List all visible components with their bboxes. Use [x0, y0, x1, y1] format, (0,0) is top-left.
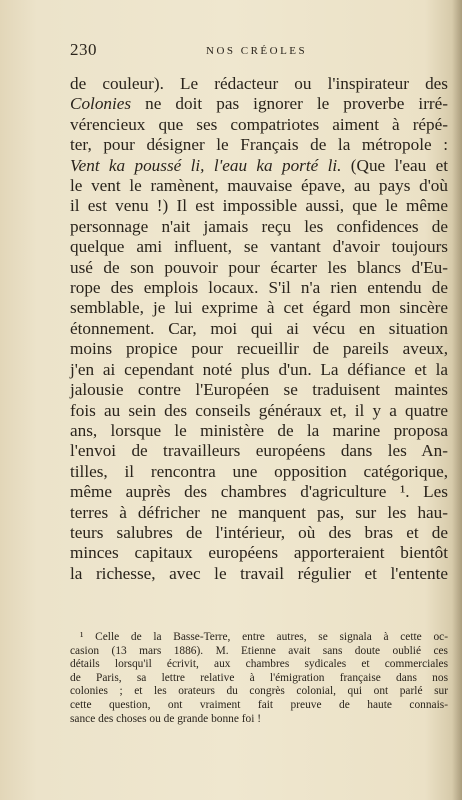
- page-header: [70, 40, 440, 62]
- text-line-16: jalousie contre l'Européen se traduisent maintes: [70, 380, 448, 400]
- footnote-line-3: détails lorsqu'il écrivit, aux chambres sydicales et commerciales: [70, 658, 448, 671]
- text-line-8: personnage n'ait jamais reçu les confidences de: [70, 216, 448, 236]
- italic-creole-proverb: Vent ka poussé li, l'eau ka porté li.: [70, 155, 342, 175]
- text-line-1: de couleur). Le rédacteur ou l'inspirateur des: [70, 74, 448, 93]
- text-line-2-rest: ne doit pas ignorer le proverbe irré-: [131, 94, 448, 114]
- text-line-5: [70, 156, 448, 176]
- text-line-15: j'en ai cependant noté plus d'un. La défiance et la: [70, 359, 448, 379]
- text-line-21: même auprès des chambres d'agriculture ¹. Les: [70, 482, 448, 502]
- text-line-4: ter, pour désigner le Français de la métropole :: [70, 135, 448, 155]
- footnote-line-1: ¹ Celle de la Basse-Terre, entre autres, se signala à cette oc-: [80, 631, 448, 643]
- text-line-3: vérencieux que ses compatriotes aiment à répé-: [70, 114, 448, 134]
- text-line-7: il est venu !) Il est impossible aussi, que le même: [70, 196, 448, 216]
- text-line-23: teurs salubres de l'intérieur, où des bras et de: [70, 522, 448, 542]
- page-number: 230: [70, 40, 97, 59]
- footnote: [70, 631, 448, 726]
- footnote-line-6: cette question, ont vraiment fait preuve de haute connais-: [70, 698, 448, 711]
- text-line-25: la richesse, avec le travail régulier et l'entente: [70, 563, 448, 583]
- text-line-12: semblable, je lui exprime à cet égard mon sincère: [70, 298, 448, 318]
- text-line-22: terres à défricher ne manquent pas, sur les hau-: [70, 502, 448, 522]
- body-text: [70, 74, 448, 584]
- text-line-10: usé de son pouvoir pour écarter les blancs d'Eu-: [70, 257, 448, 277]
- text-line-14: moins propice pour recueillir de pareils aveux,: [70, 339, 448, 359]
- text-line-6: le vent le ramènent, mauvaise épave, au pays d'où: [70, 176, 448, 196]
- text-line-11: rope des emplois locaux. S'il n'a rien entendu de: [70, 278, 448, 298]
- text-line-19: l'envoi de travailleurs européens dans les An-: [70, 441, 448, 461]
- text-line-24: minces capitaux européens apporteraient bientôt: [70, 543, 448, 563]
- running-title: NOS CRÉOLES: [206, 45, 308, 57]
- text-line-17: fois au sein des conseils généraux et, il y a quatre: [70, 400, 448, 420]
- italic-title-colonies: Colonies: [70, 94, 132, 114]
- footnote-line-2: casion (13 mars 1886). M. Etienne avait sans doute oublié ces: [70, 644, 448, 657]
- text-line-13: étonnement. Car, moi qui ai vécu en situation: [70, 318, 448, 338]
- text-line-9: quelque ami influent, se vantant d'avoir toujours: [70, 237, 448, 257]
- text-line-18: ans, lorsque le ministère de la marine proposa: [70, 420, 448, 440]
- footnote-line-7: sance des choses ou de grande bonne foi !: [70, 712, 262, 725]
- text-line-20: tilles, il rencontra une opposition catégorique,: [70, 461, 448, 481]
- page-spine-shadow: [452, 0, 462, 800]
- footnote-line-5: colonies ; et les orateurs du congrès colonial, qui ont parlé sur: [70, 685, 448, 698]
- footnote-line-4: de Paris, sa lettre relative à l'émigration française dans nos: [70, 671, 448, 684]
- text-line-2: [70, 94, 448, 114]
- text-line-5-rest: (Que l'eau et: [341, 155, 448, 175]
